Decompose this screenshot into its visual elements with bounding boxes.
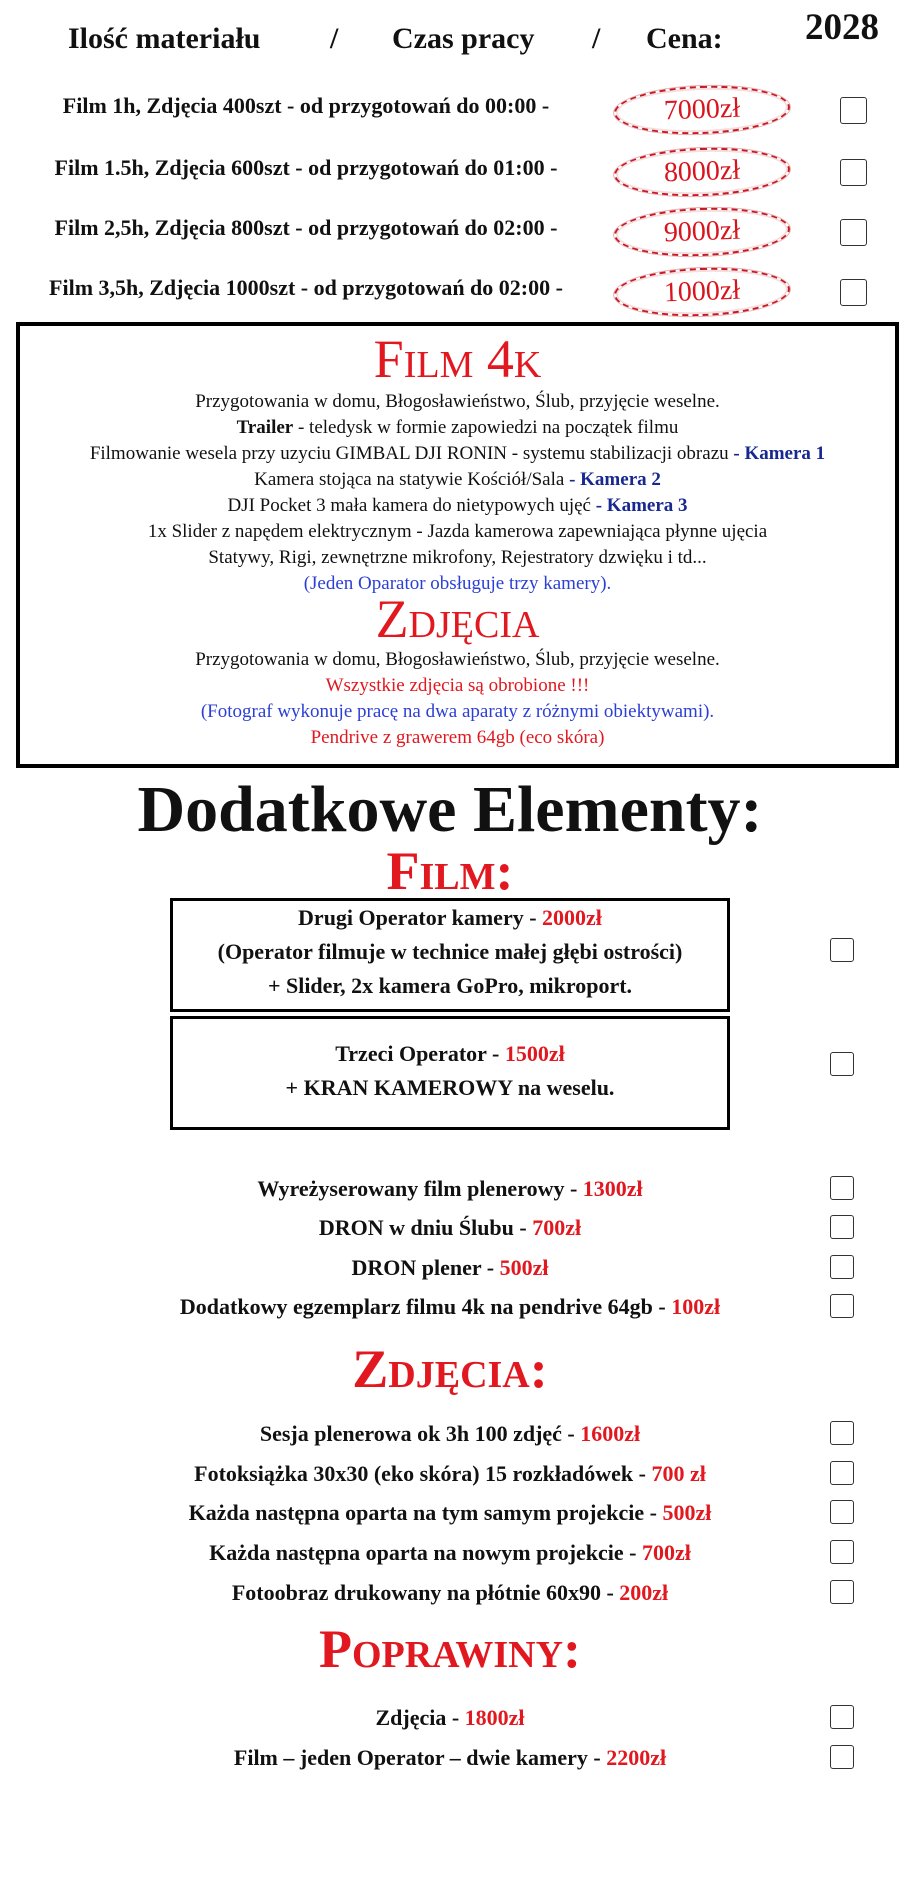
package-details-box xyxy=(16,322,899,768)
after-party-item: Zdjęcia - 1800zł xyxy=(375,1705,525,1730)
film-detail-line: Trailer - teledysk w formie zapowiedzi na początek filmu xyxy=(236,417,679,438)
second-operator-line: Drugi Operator kamery - 2000zł xyxy=(298,905,602,930)
quantity-header: Ilość materiału xyxy=(68,22,261,55)
film-detail-line: DJI Pocket 3 mała kamera do nietypowych ujęć - Kamera 3 xyxy=(227,495,688,516)
photo-extra-item: Sesja plenerowa ok 3h 100 zdjęć - 1600zł xyxy=(259,1421,641,1446)
package-price: 9000zł xyxy=(613,205,791,259)
third-operator-box xyxy=(170,1016,730,1130)
after-party-title: Poprawiny: xyxy=(318,1619,582,1679)
third-operator-checkbox[interactable] xyxy=(830,1052,854,1076)
header-separator: / xyxy=(592,22,601,55)
film-detail-line: Kamera stojąca na statywie Kościół/Sala - Kamera 2 xyxy=(254,469,661,490)
film-detail-line: (Jeden Oparator obsługuje trzy kamery). xyxy=(303,573,612,594)
photo-extra-checkbox[interactable] xyxy=(830,1421,854,1445)
film-4k-title: Film 4k xyxy=(373,329,542,389)
photo-detail-line: Przygotowania w domu, Błogosławieństwo, Ślub, przyjęcie weselne. xyxy=(195,649,720,670)
after-party-item: Film – jeden Operator – dwie kamery - 2200zł xyxy=(233,1745,667,1770)
package-price: 1000zł xyxy=(613,265,791,319)
film-detail-line: Statywy, Rigi, zewnętrzne mikrofony, Rejestratory dzwięku i td... xyxy=(208,547,707,568)
film-extra-checkbox[interactable] xyxy=(830,1294,854,1318)
film-extra-checkbox[interactable] xyxy=(830,1176,854,1200)
package-description: Film 1.5h, Zdjęcia 600szt - od przygotowań do 01:00 - xyxy=(54,155,558,180)
package-checkbox[interactable] xyxy=(840,159,867,186)
header-separator: / xyxy=(330,22,339,55)
third-operator-line: Trzeci Operator - 1500zł xyxy=(335,1041,565,1066)
after-party-checkbox[interactable] xyxy=(830,1745,854,1769)
package-description: Film 3,5h, Zdjęcia 1000szt - od przygotowań do 02:00 - xyxy=(49,275,563,300)
photo-extra-item: Każda następna oparta na tym samym projekcie - 500zł xyxy=(188,1500,712,1525)
third-operator-detail: + KRAN KAMEROWY na weselu. xyxy=(285,1075,615,1100)
package-checkbox[interactable] xyxy=(840,97,867,124)
extras-title: Dodatkowe Elementy: xyxy=(137,773,763,846)
photo-detail-line: Wszystkie zdjęcia są obrobione !!! xyxy=(325,675,590,696)
after-party-checkbox[interactable] xyxy=(830,1705,854,1729)
year-label: 2028 xyxy=(805,7,879,48)
photo-detail-line: Pendrive z grawerem 64gb (eco skóra) xyxy=(310,727,605,748)
film-extra-item: Wyreżyserowany film plenerowy - 1300zł xyxy=(257,1176,643,1201)
film-extra-checkbox[interactable] xyxy=(830,1215,854,1239)
photo-detail-line: (Fotograf wykonuje pracę na dwa aparaty z różnymi obiektywami). xyxy=(200,701,715,722)
film-extra-item: DRON plener - 500zł xyxy=(351,1255,549,1280)
photo-extra-item: Fotoobraz drukowany na płótnie 60x90 - 200zł xyxy=(231,1580,669,1605)
film-detail-line: Filmowanie wesela przy uzyciu GIMBAL DJI RONIN - systemu stabilizacji obrazu - Kamera 1 xyxy=(89,443,826,464)
time-header: Czas pracy xyxy=(392,22,535,55)
second-operator-detail: + Slider, 2x kamera GoPro, mikroport. xyxy=(267,973,633,998)
photo-extra-checkbox[interactable] xyxy=(830,1540,854,1564)
photos-title: Zdjęcia xyxy=(375,589,540,649)
package-price: 7000zł xyxy=(613,83,791,137)
package-checkbox[interactable] xyxy=(840,219,867,246)
photo-extra-item: Fotoksiążka 30x30 (eko skóra) 15 rozkładówek - 700 zł xyxy=(194,1461,706,1486)
photo-extra-item: Każda następna oparta na nowym projekcie - 700zł xyxy=(209,1540,691,1565)
extras-film-title: Film: xyxy=(386,841,514,901)
film-detail-line: 1x Slider z napędem elektrycznym - Jazda kamerowa zapewniająca płynne ujęcia xyxy=(147,521,768,542)
film-extra-checkbox[interactable] xyxy=(830,1255,854,1279)
second-operator-box xyxy=(170,898,730,1012)
package-description: Film 2,5h, Zdjęcia 800szt - od przygotowań do 02:00 - xyxy=(54,215,558,240)
package-price: 8000zł xyxy=(613,145,791,199)
film-detail-line: Przygotowania w domu, Błogosławieństwo, Ślub, przyjęcie weselne. xyxy=(195,391,720,412)
extras-photos-title: Zdjęcia: xyxy=(352,1339,548,1399)
film-extra-item: DRON w dniu Ślubu - 700zł xyxy=(318,1215,582,1240)
photo-extra-checkbox[interactable] xyxy=(830,1500,854,1524)
second-operator-checkbox[interactable] xyxy=(830,938,854,962)
photo-extra-checkbox[interactable] xyxy=(830,1461,854,1485)
photo-extra-checkbox[interactable] xyxy=(830,1580,854,1604)
second-operator-detail: (Operator filmuje w technice małej głębi ostrości) xyxy=(217,939,683,964)
price-header: Cena: xyxy=(646,22,723,55)
film-extra-item: Dodatkowy egzemplarz filmu 4k na pendrive 64gb - 100zł xyxy=(179,1294,721,1319)
package-checkbox[interactable] xyxy=(840,279,867,306)
package-description: Film 1h, Zdjęcia 400szt - od przygotowań do 00:00 - xyxy=(62,93,550,118)
